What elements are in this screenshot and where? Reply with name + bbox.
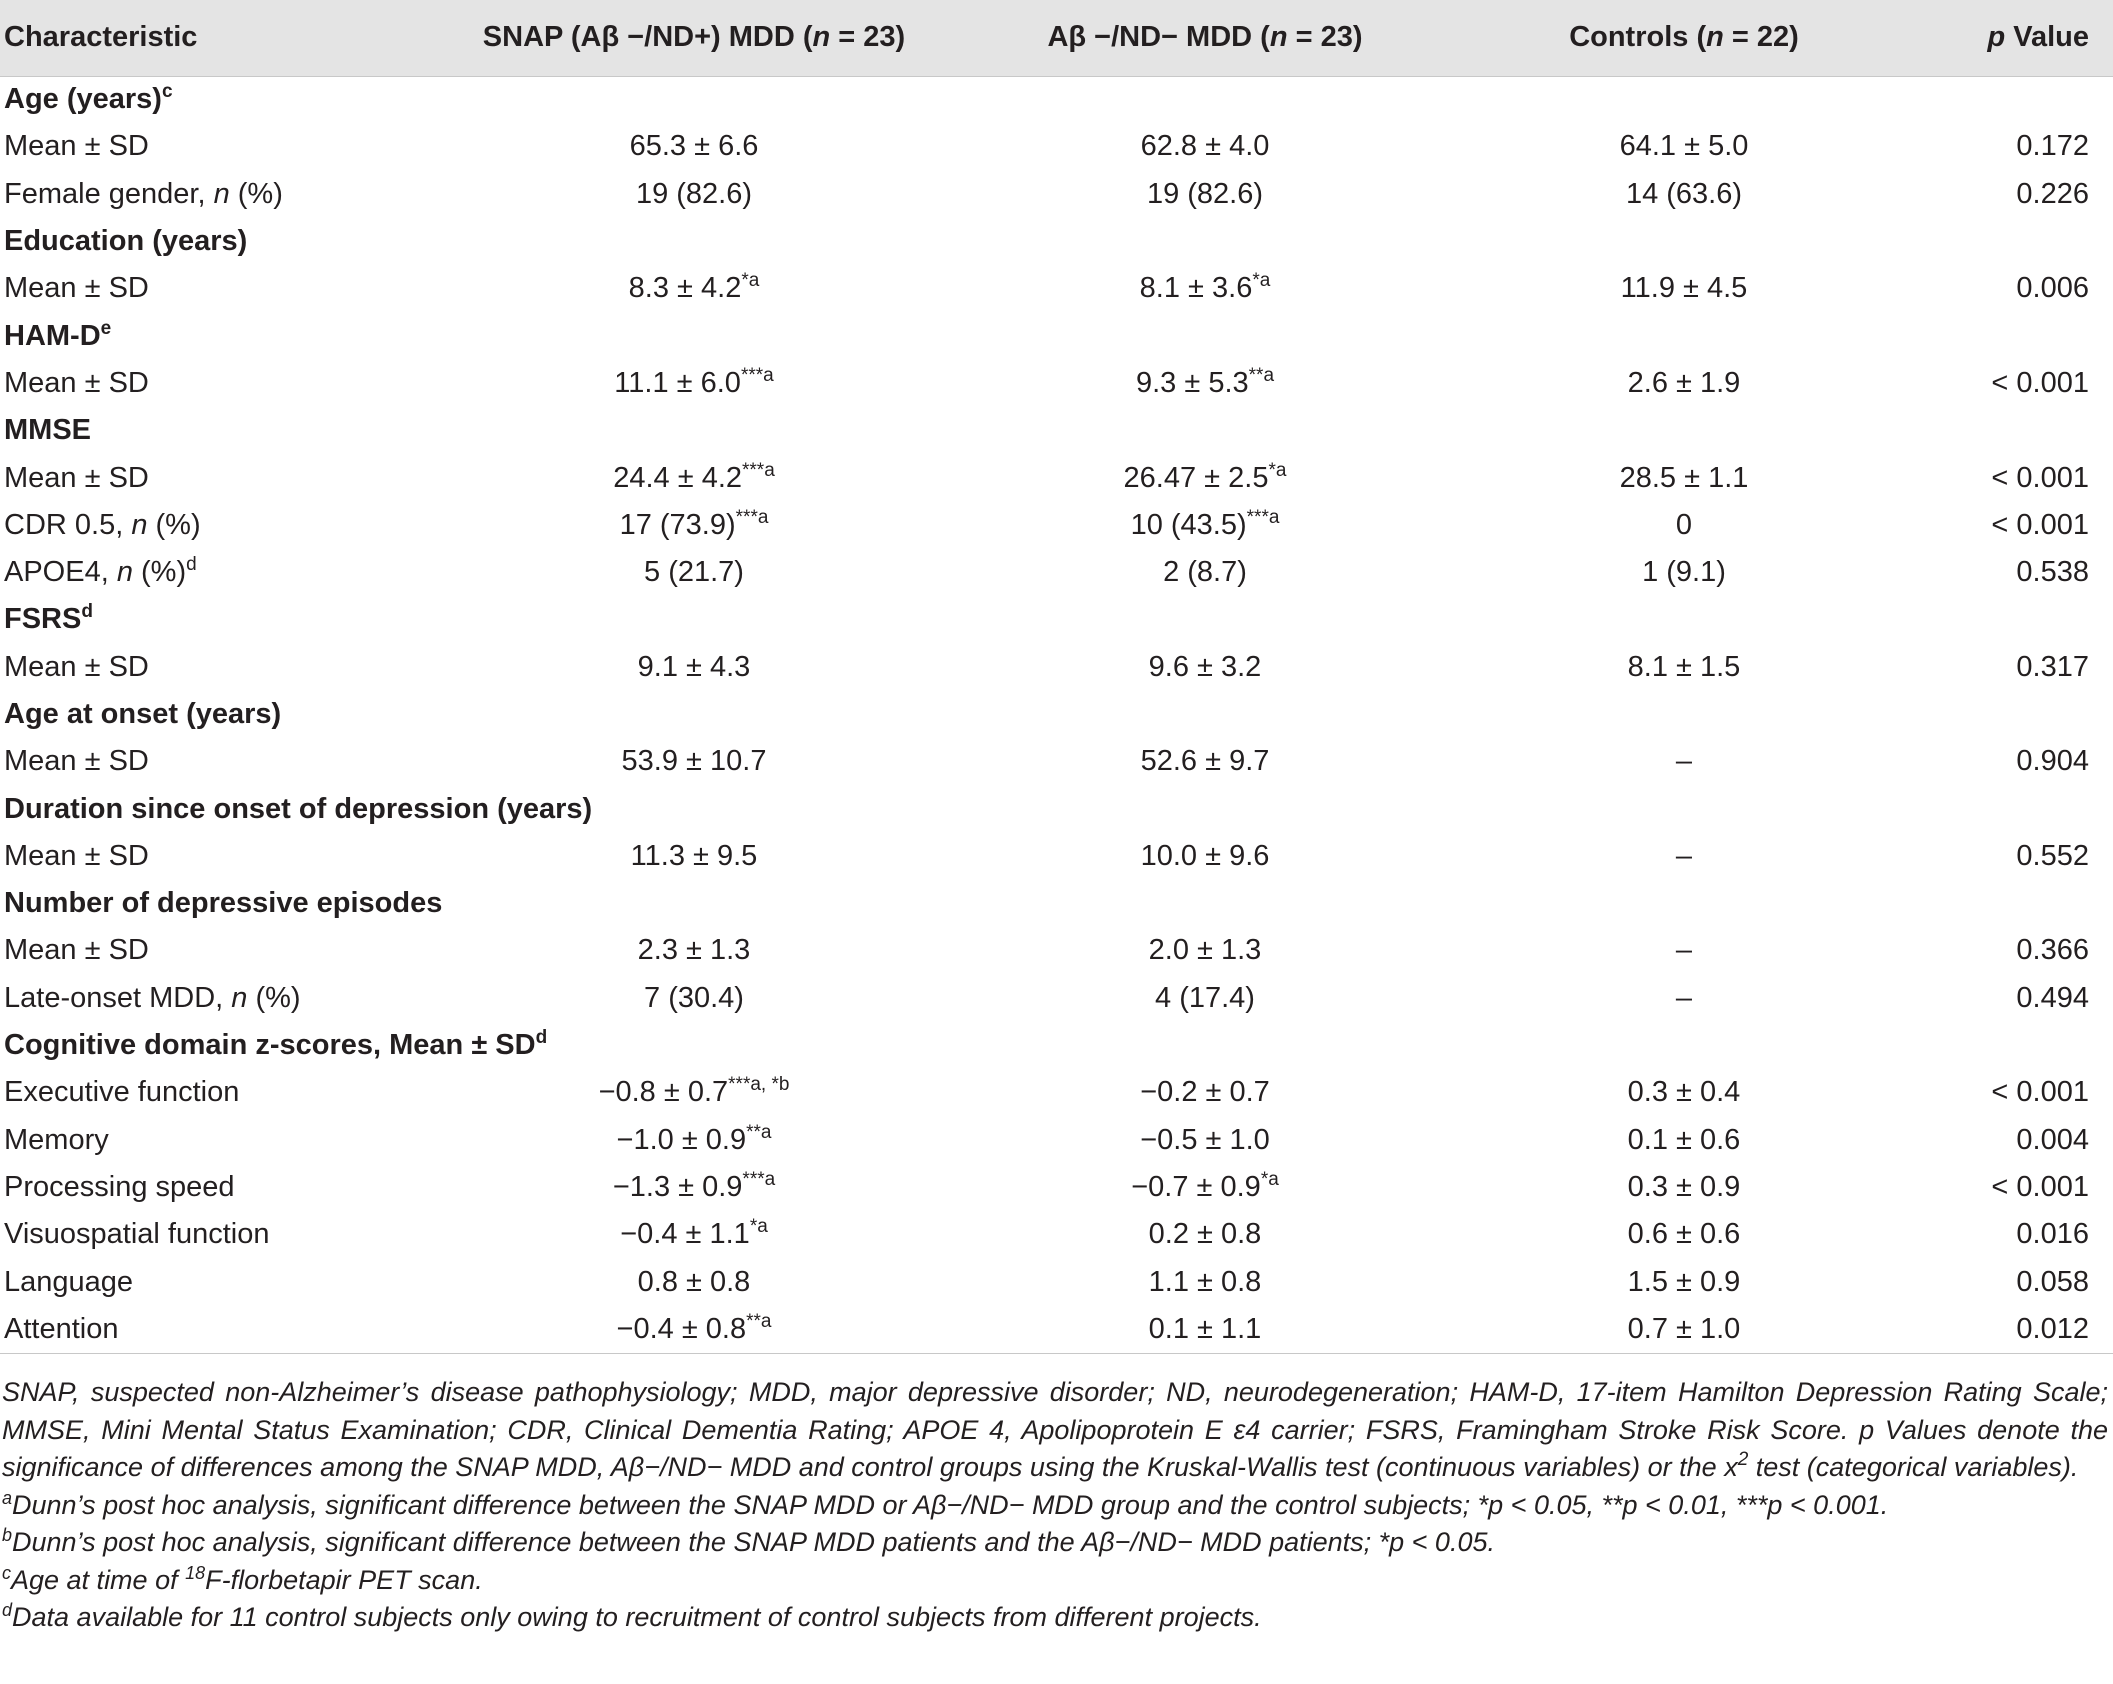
row-label-text: FSRS	[4, 603, 82, 636]
control-value-cell	[1460, 549, 1908, 596]
p-value-cell	[1908, 738, 2113, 785]
snap-value-cell-text: 2.3 ± 1.3	[637, 934, 751, 967]
row-label	[0, 549, 438, 596]
negative-value-cell-text: 2 (8.7)	[1163, 556, 1247, 589]
header-negative-mdd: Aβ −/ND− MDD (n = 23)	[950, 0, 1460, 76]
table-body	[0, 76, 2113, 1353]
row-label-italic: n	[131, 508, 148, 541]
snap-value-cell-text: 11.1 ± 6.0	[614, 366, 741, 399]
row-label-text: Visuospatial function	[4, 1218, 270, 1251]
control-value-cell-text: 0	[1675, 508, 1693, 541]
significance-mark: ***a	[735, 506, 769, 528]
control-value-cell	[1460, 1069, 1908, 1116]
table-header	[0, 0, 2113, 76]
control-value-cell	[1460, 975, 1908, 1022]
negative-value-cell-text: 8.1 ± 3.6	[1139, 272, 1253, 305]
table-row	[0, 123, 2113, 170]
row-label-italic: n	[116, 556, 133, 589]
row-label-superscript: d	[535, 1027, 548, 1049]
snap-value-cell	[438, 927, 950, 974]
snap-value-cell	[438, 1117, 950, 1164]
table-row	[0, 360, 2113, 407]
negative-value-cell	[950, 1306, 1460, 1353]
snap-value-cell	[438, 549, 950, 596]
negative-value-cell	[950, 1211, 1460, 1258]
p-value-text: 0.006	[2016, 272, 2089, 305]
control-value-cell	[1460, 1164, 1908, 1211]
row-label	[0, 691, 2113, 738]
snap-value-cell-text: 0.8 ± 0.8	[637, 1265, 751, 1298]
table-row	[0, 1258, 2113, 1305]
p-value-text: < 0.001	[1991, 508, 2089, 541]
table-row	[0, 1306, 2113, 1353]
snap-value-cell	[438, 1306, 950, 1353]
abbreviations-note: SNAP, suspected non-Alzheimer’s disease pathophysiology; MDD, major depressive disorder; ND, neurodegeneration; HAM-D, 17-item Hamilton Depression Rating Scale; MMSE, Mini Mental Status Examination; CDR, Clinical Dementia Rating; APOE 4, Apolipoprotein E ε4 carrier; FSRS, Framingham Stroke Risk Score. p Values denote the significance of differences among the SNAP MDD, Aβ−/ND− MDD and control groups using the Kruskal-Wallis test (continuous variables) or the $x^2$ test (categorical variables).	[2, 1377, 2108, 1482]
row-label	[0, 1258, 438, 1305]
negative-value-cell	[950, 1258, 1460, 1305]
snap-value-cell	[438, 123, 950, 170]
row-label-tail: (%)	[147, 508, 201, 541]
p-value-text: 0.317	[2016, 650, 2089, 683]
snap-value-cell	[438, 644, 950, 691]
row-label-text: Education (years)	[4, 225, 248, 258]
p-value-cell	[1908, 265, 2113, 312]
control-value-cell	[1460, 360, 1908, 407]
control-value-cell-text: 64.1 ± 5.0	[1619, 130, 1749, 163]
section-row	[0, 312, 2113, 359]
negative-value-cell-text: 62.8 ± 4.0	[1140, 130, 1270, 163]
p-value-text: 0.004	[2016, 1123, 2089, 1156]
negative-value-cell-text: 4 (17.4)	[1155, 981, 1255, 1014]
p-value-text: 0.172	[2016, 130, 2089, 163]
row-label-superscript: d	[81, 601, 93, 623]
row-label-tail: (%)	[229, 177, 283, 210]
table-row	[0, 549, 2113, 596]
p-value-cell	[1908, 502, 2113, 549]
row-label-text: Memory	[4, 1123, 109, 1156]
negative-value-cell	[950, 927, 1460, 974]
snap-value-cell	[438, 454, 950, 501]
snap-value-cell-text: 7 (30.4)	[644, 981, 744, 1014]
p-value-text: 0.494	[2016, 981, 2089, 1014]
control-value-cell-text: 1 (9.1)	[1642, 556, 1726, 589]
row-label-text: Attention	[4, 1312, 119, 1345]
header-controls: Controls (n = 22)	[1460, 0, 1908, 76]
negative-value-cell-text: 9.6 ± 3.2	[1148, 650, 1262, 683]
row-label-text: Mean ± SD	[4, 839, 149, 872]
row-label	[0, 785, 2113, 832]
control-value-cell-text: 2.6 ± 1.9	[1627, 366, 1741, 399]
table-row	[0, 454, 2113, 501]
section-row	[0, 218, 2113, 265]
significance-mark: *a	[741, 270, 760, 292]
negative-value-cell-text: 2.0 ± 1.3	[1148, 934, 1262, 967]
negative-value-cell-text: 0.1 ± 1.1	[1148, 1312, 1262, 1345]
row-label-text: HAM-D	[4, 319, 101, 352]
row-label	[0, 312, 2113, 359]
negative-value-cell	[950, 1164, 1460, 1211]
negative-value-cell-text: 19 (82.6)	[1146, 177, 1264, 210]
table-footnotes	[0, 1374, 2108, 1637]
row-label-text: CDR 0.5,	[4, 508, 132, 541]
control-value-cell-text: 0.1 ± 0.6	[1627, 1123, 1741, 1156]
table-row	[0, 1164, 2113, 1211]
snap-value-cell-text: −1.0 ± 0.9	[616, 1123, 747, 1156]
negative-value-cell-text: 52.6 ± 9.7	[1140, 745, 1270, 778]
control-value-cell	[1460, 738, 1908, 785]
snap-value-cell-text: 17 (73.9)	[619, 508, 736, 541]
significance-mark: **a	[1248, 364, 1275, 386]
row-label-superscript: e	[100, 317, 112, 339]
snap-value-cell	[438, 1069, 950, 1116]
section-row	[0, 785, 2113, 832]
control-value-cell-text: –	[1675, 981, 1693, 1014]
significance-mark: ***a	[1246, 506, 1280, 528]
p-value-cell	[1908, 1069, 2113, 1116]
section-row	[0, 691, 2113, 738]
row-label-text: Language	[4, 1265, 134, 1298]
control-value-cell-text: –	[1675, 934, 1693, 967]
p-value-cell	[1908, 1164, 2113, 1211]
control-value-cell-text: 28.5 ± 1.1	[1619, 461, 1749, 494]
negative-value-cell	[950, 171, 1460, 218]
row-label-text: APOE4,	[4, 556, 117, 589]
snap-value-cell	[438, 1211, 950, 1258]
significance-mark: *a	[1260, 1168, 1279, 1190]
row-label-text: Duration since onset of depression (years)	[4, 792, 593, 825]
row-label	[0, 1069, 438, 1116]
row-label-text: Mean ± SD	[4, 745, 149, 778]
negative-value-cell	[950, 549, 1460, 596]
negative-value-cell	[950, 975, 1460, 1022]
p-value-cell	[1908, 644, 2113, 691]
row-label-text: Female gender,	[4, 177, 214, 210]
row-label	[0, 360, 438, 407]
row-label	[0, 975, 438, 1022]
p-value-text: < 0.001	[1991, 1076, 2089, 1109]
row-label	[0, 1117, 438, 1164]
snap-value-cell-text: −1.3 ± 0.9	[612, 1170, 743, 1203]
control-value-cell	[1460, 833, 1908, 880]
significance-mark: **a	[746, 1121, 772, 1143]
negative-value-cell	[950, 265, 1460, 312]
control-value-cell	[1460, 265, 1908, 312]
table-row	[0, 738, 2113, 785]
control-value-cell-text: 8.1 ± 1.5	[1627, 650, 1741, 683]
footnote-b: $^b$Dunn’s post hoc analysis, significant difference between the SNAP MDD patients and the Aβ−/ND− MDD patients; *p < 0.05.	[2, 1525, 1495, 1557]
p-value-cell	[1908, 1258, 2113, 1305]
row-label	[0, 927, 438, 974]
table-row	[0, 644, 2113, 691]
row-label-text: Executive function	[4, 1076, 240, 1109]
row-label	[0, 1211, 438, 1258]
control-value-cell	[1460, 1117, 1908, 1164]
negative-value-cell	[950, 360, 1460, 407]
snap-value-cell	[438, 1258, 950, 1305]
section-row	[0, 407, 2113, 454]
row-label-text: Mean ± SD	[4, 461, 149, 494]
p-value-text: 0.904	[2016, 745, 2089, 778]
row-label	[0, 502, 438, 549]
row-label	[0, 644, 438, 691]
negative-value-cell-text: −0.2 ± 0.7	[1140, 1076, 1270, 1109]
section-row	[0, 880, 2113, 927]
snap-value-cell	[438, 265, 950, 312]
table-row	[0, 265, 2113, 312]
p-value-cell	[1908, 123, 2113, 170]
control-value-cell-text: 0.6 ± 0.6	[1627, 1218, 1741, 1251]
row-label-italic: n	[213, 177, 230, 210]
negative-value-cell	[950, 833, 1460, 880]
row-label-tail: (%)	[132, 556, 187, 589]
section-row	[0, 76, 2113, 123]
negative-value-cell-text: −0.5 ± 1.0	[1140, 1123, 1270, 1156]
p-value-cell	[1908, 975, 2113, 1022]
control-value-cell	[1460, 1211, 1908, 1258]
row-label-text: Late-onset MDD,	[4, 981, 232, 1014]
table-row	[0, 502, 2113, 549]
snap-value-cell	[438, 502, 950, 549]
significance-mark: **a	[746, 1310, 772, 1332]
footnote-d: $^d$Data available for 11 control subjects only owing to recruitment of control subjects from different projects.	[2, 1600, 1262, 1632]
p-value-cell	[1908, 1211, 2113, 1258]
snap-value-cell-text: 11.3 ± 9.5	[630, 839, 758, 872]
negative-value-cell	[950, 454, 1460, 501]
table-row	[0, 1117, 2113, 1164]
row-label-text: Mean ± SD	[4, 934, 149, 967]
p-value-cell	[1908, 833, 2113, 880]
control-value-cell-text: 11.9 ± 4.5	[1620, 272, 1748, 305]
control-value-cell-text: 14 (63.6)	[1625, 177, 1743, 210]
p-value-cell	[1908, 927, 2113, 974]
table-row	[0, 975, 2113, 1022]
negative-value-cell	[950, 644, 1460, 691]
table-row	[0, 1211, 2113, 1258]
control-value-cell	[1460, 502, 1908, 549]
snap-value-cell-text: 8.3 ± 4.2	[628, 272, 742, 305]
row-label-text: Mean ± SD	[4, 272, 149, 305]
negative-value-cell	[950, 1117, 1460, 1164]
header-p-value: p Value	[1908, 0, 2113, 76]
p-value-text: 0.226	[2016, 177, 2089, 210]
control-value-cell	[1460, 454, 1908, 501]
negative-value-cell-text: 0.2 ± 0.8	[1148, 1218, 1262, 1251]
control-value-cell	[1460, 644, 1908, 691]
table-row	[0, 833, 2113, 880]
snap-value-cell	[438, 833, 950, 880]
p-value-cell	[1908, 360, 2113, 407]
row-label	[0, 265, 438, 312]
snap-value-cell-text: −0.8 ± 0.7	[598, 1076, 729, 1109]
footnote-c: $^c$Age at time of $^{18}$F-florbetapir PET scan.	[2, 1562, 483, 1595]
control-value-cell-text: 0.7 ± 1.0	[1627, 1312, 1741, 1345]
snap-value-cell-text: 9.1 ± 4.3	[637, 650, 751, 683]
control-value-cell-text: –	[1675, 839, 1693, 872]
header-row	[0, 0, 2113, 76]
row-label-text: Age (years)	[4, 83, 162, 116]
p-value-text: 0.366	[2016, 934, 2089, 967]
snap-value-cell	[438, 975, 950, 1022]
row-label-text: Mean ± SD	[4, 366, 149, 399]
row-label	[0, 596, 2113, 643]
control-value-cell-text: 0.3 ± 0.9	[1627, 1170, 1741, 1203]
row-label-superscript: d	[186, 554, 197, 576]
row-label-text: Mean ± SD	[4, 130, 149, 163]
significance-mark: *a	[1252, 270, 1271, 292]
negative-value-cell-text: −0.7 ± 0.9	[1131, 1170, 1261, 1203]
p-value-text: 0.058	[2016, 1265, 2089, 1298]
row-label-text: Age at onset (years)	[4, 698, 282, 730]
negative-value-cell-text: 26.47 ± 2.5	[1123, 461, 1269, 494]
negative-value-cell	[950, 502, 1460, 549]
snap-value-cell	[438, 360, 950, 407]
snap-value-cell-text: −0.4 ± 0.8	[616, 1312, 747, 1345]
row-label-text: Processing speed	[4, 1170, 235, 1203]
row-label	[0, 76, 2113, 123]
section-row	[0, 1022, 2113, 1069]
significance-mark: ***a, *b	[728, 1074, 790, 1096]
negative-value-cell-text: 10 (43.5)	[1130, 508, 1247, 541]
snap-value-cell-text: 19 (82.6)	[635, 177, 753, 210]
control-value-cell-text: 0.3 ± 0.4	[1627, 1076, 1741, 1109]
row-label	[0, 1306, 438, 1353]
row-label	[0, 454, 438, 501]
negative-value-cell-text: 9.3 ± 5.3	[1135, 366, 1249, 399]
row-label	[0, 833, 438, 880]
p-value-text: 0.012	[2016, 1312, 2089, 1345]
header-snap-mdd: SNAP (Aβ −/ND+) MDD (n = 23)	[438, 0, 950, 76]
control-value-cell	[1460, 123, 1908, 170]
table-row	[0, 1069, 2113, 1116]
significance-mark: ***a	[742, 459, 775, 481]
header-characteristic: Characteristic	[0, 0, 438, 76]
row-label	[0, 1164, 438, 1211]
p-value-cell	[1908, 549, 2113, 596]
control-value-cell	[1460, 927, 1908, 974]
p-value-text: < 0.001	[1991, 1170, 2089, 1203]
p-value-text: < 0.001	[1991, 366, 2089, 399]
table-row	[0, 927, 2113, 974]
p-value-cell	[1908, 1117, 2113, 1164]
snap-value-cell-text: 65.3 ± 6.6	[629, 130, 759, 163]
p-value-text: 0.552	[2016, 839, 2089, 872]
negative-value-cell	[950, 738, 1460, 785]
snap-value-cell-text: −0.4 ± 1.1	[620, 1218, 750, 1251]
negative-value-cell	[950, 123, 1460, 170]
row-label	[0, 738, 438, 785]
snap-value-cell-text: 5 (21.7)	[644, 556, 744, 589]
control-value-cell	[1460, 1258, 1908, 1305]
snap-value-cell	[438, 171, 950, 218]
negative-value-cell-text: 10.0 ± 9.6	[1140, 839, 1270, 872]
row-label	[0, 171, 438, 218]
significance-mark: *a	[1268, 459, 1287, 481]
p-value-text: < 0.001	[1991, 461, 2089, 494]
row-label	[0, 407, 2113, 454]
snap-value-cell-text: 53.9 ± 10.7	[621, 745, 767, 778]
p-value-cell	[1908, 171, 2113, 218]
control-value-cell	[1460, 1306, 1908, 1353]
significance-mark: ***a	[742, 1168, 776, 1190]
row-label	[0, 1022, 2113, 1069]
row-label-text: MMSE	[4, 414, 91, 447]
p-value-text: 0.016	[2016, 1218, 2089, 1251]
row-label-tail: (%)	[247, 981, 301, 1014]
significance-mark: *a	[749, 1216, 768, 1238]
row-label-superscript: c	[161, 81, 173, 103]
row-label	[0, 123, 438, 170]
row-label-text: Mean ± SD	[4, 650, 149, 683]
significance-mark: ***a	[740, 364, 774, 386]
p-value-cell	[1908, 454, 2113, 501]
control-value-cell	[1460, 171, 1908, 218]
control-value-cell-text: –	[1675, 745, 1693, 778]
negative-value-cell	[950, 1069, 1460, 1116]
row-label-text: Number of depressive episodes	[4, 887, 443, 920]
row-label-text: Cognitive domain z-scores, Mean ± SD	[4, 1029, 536, 1062]
row-label	[0, 218, 2113, 265]
control-value-cell-text: 1.5 ± 0.9	[1627, 1265, 1741, 1298]
table-row	[0, 171, 2113, 218]
section-row	[0, 596, 2113, 643]
p-value-cell	[1908, 1306, 2113, 1353]
footnote-a: $^a$Dunn’s post hoc analysis, significant difference between the SNAP MDD or Aβ−/ND− MDD group and the control subjects; *p < 0.05, **p < 0.01, ***p < 0.001.	[2, 1487, 1889, 1520]
negative-value-cell-text: 1.1 ± 0.8	[1148, 1265, 1262, 1298]
row-label-italic: n	[231, 981, 248, 1014]
row-label	[0, 880, 2113, 927]
snap-value-cell	[438, 1164, 950, 1211]
snap-value-cell	[438, 738, 950, 785]
snap-value-cell-text: 24.4 ± 4.2	[613, 461, 743, 494]
p-value-text: 0.538	[2016, 556, 2089, 589]
